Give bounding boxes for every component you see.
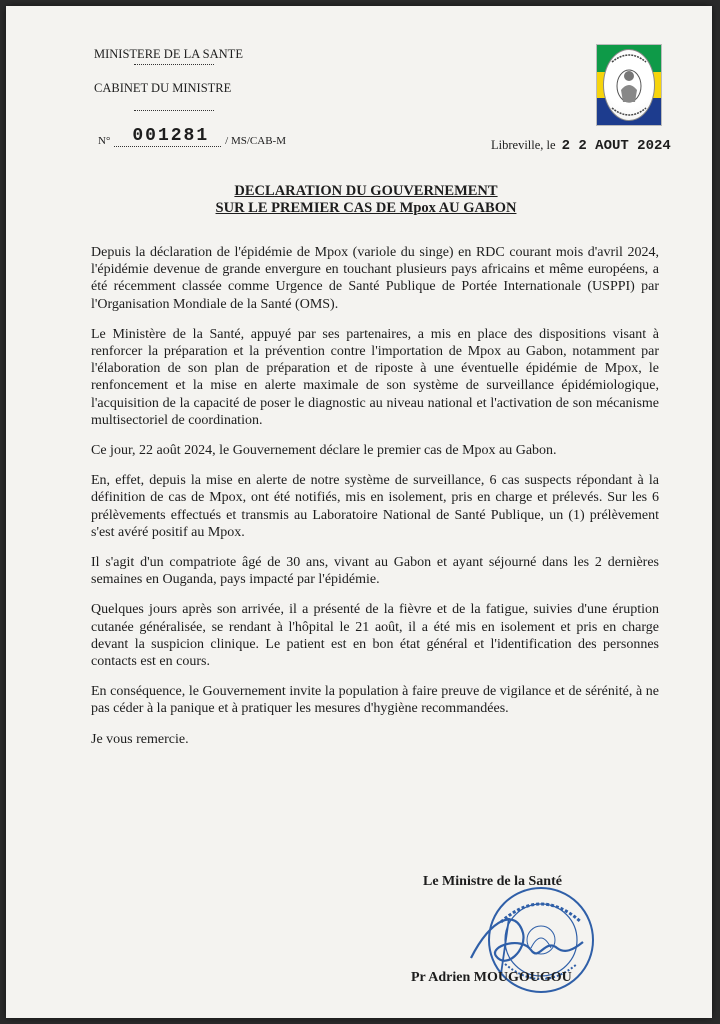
paragraph: Quelques jours après son arrivée, il a présenté de la fièvre et de la fatigue, suivies d'une éruption cutanée généralisée, se rendant à l'hôpital le 21 août, il a été mis en isolement et pris en charge devant la suspicion clinique. Le patient est en bon état général et l'identification des personnes contacts est en cours. — [91, 602, 659, 670]
place: Libreville, le — [491, 138, 556, 152]
signature-block — [411, 874, 611, 1004]
document-title — [6, 183, 712, 217]
title-line-2: SUR LE PREMIER CAS DE Mpox AU GABON — [215, 200, 517, 216]
reference-suffix: / MS/CAB-M — [225, 135, 286, 147]
ministry-name: MINISTERE DE LA SANTE — [94, 47, 243, 61]
dotted-separator — [134, 110, 214, 111]
dotted-separator — [134, 64, 214, 65]
signatory-name: Pr Adrien MOUGOUGOU — [411, 970, 572, 985]
letterhead — [94, 46, 243, 110]
reference-prefix: N° — [98, 135, 111, 147]
document-page — [6, 6, 712, 1018]
paragraph: En conséquence, le Gouvernement invite la population à faire preuve de vigilance et de sérénité, à ne pas céder à la panique et à pratiquer les mesures d'hygiène recommandées. — [91, 684, 659, 717]
document-body — [91, 244, 659, 761]
official-stamp-icon — [461, 878, 601, 1008]
title-line-1: DECLARATION DU GOUVERNEMENT — [234, 183, 498, 199]
seal-icon — [603, 49, 655, 121]
gabon-emblem — [596, 44, 662, 126]
reference-value: 001281 — [114, 126, 221, 147]
paragraph: En, effet, depuis la mise en alerte de notre système de surveillance, 6 cas suspects répondant à la définition de cas de Mpox, ont été notifiés, mis en isolement, pris en charge et prélevés. Sur les 6 prélèvements effectués et transmis au Laboratoire National de Santé Publique, un (1) prélèvement s'est avéré positif au Mpox. — [91, 473, 659, 540]
signatory-title: Le Ministre de la Santé — [423, 874, 562, 889]
paragraph: Le Ministère de la Santé, appuyé par ses partenaires, a mis en place des dispositions visant à renforcer la préparation et la prévention contre l'importation de Mpox au Gabon, notamment par l'élaboration de son plan de préparation et de riposte à une éventuelle épidémie de Mpox, le renfoncement et la mise en alerte maximale de son système de surveillance épidémiologique, l'acquisition de la capacité de poser le diagnostic au niveau national et l'activation de son mécanisme multisectoriel de coordination. — [91, 326, 659, 428]
paragraph: Je vous remercie. — [91, 731, 189, 747]
reference-number — [98, 126, 286, 147]
place-date — [491, 138, 671, 154]
paragraph: Ce jour, 22 août 2024, le Gouvernement déclare le premier cas de Mpox au Gabon. — [91, 443, 557, 459]
paragraph: Il s'agit d'un compatriote âgé de 30 ans, vivant au Gabon et ayant séjourné dans les 2 dernières semaines en Ouganda, pays impacté par l'épidémie. — [91, 555, 659, 588]
date-stamp: 2 2 AOUT 2024 — [561, 138, 671, 154]
cabinet-name: CABINET DU MINISTRE — [94, 81, 232, 95]
paragraph: Depuis la déclaration de l'épidémie de Mpox (variole du singe) en RDC courant mois d'avril 2024, l'épidémie devenue de grande envergure en touchant plusieurs pays africains et même européens, a été récemment classée comme Urgence de Santé Publique de Portée Internationale (USPPI) par l'Organisation Mondiale de la Santé (OMS). — [91, 245, 659, 312]
